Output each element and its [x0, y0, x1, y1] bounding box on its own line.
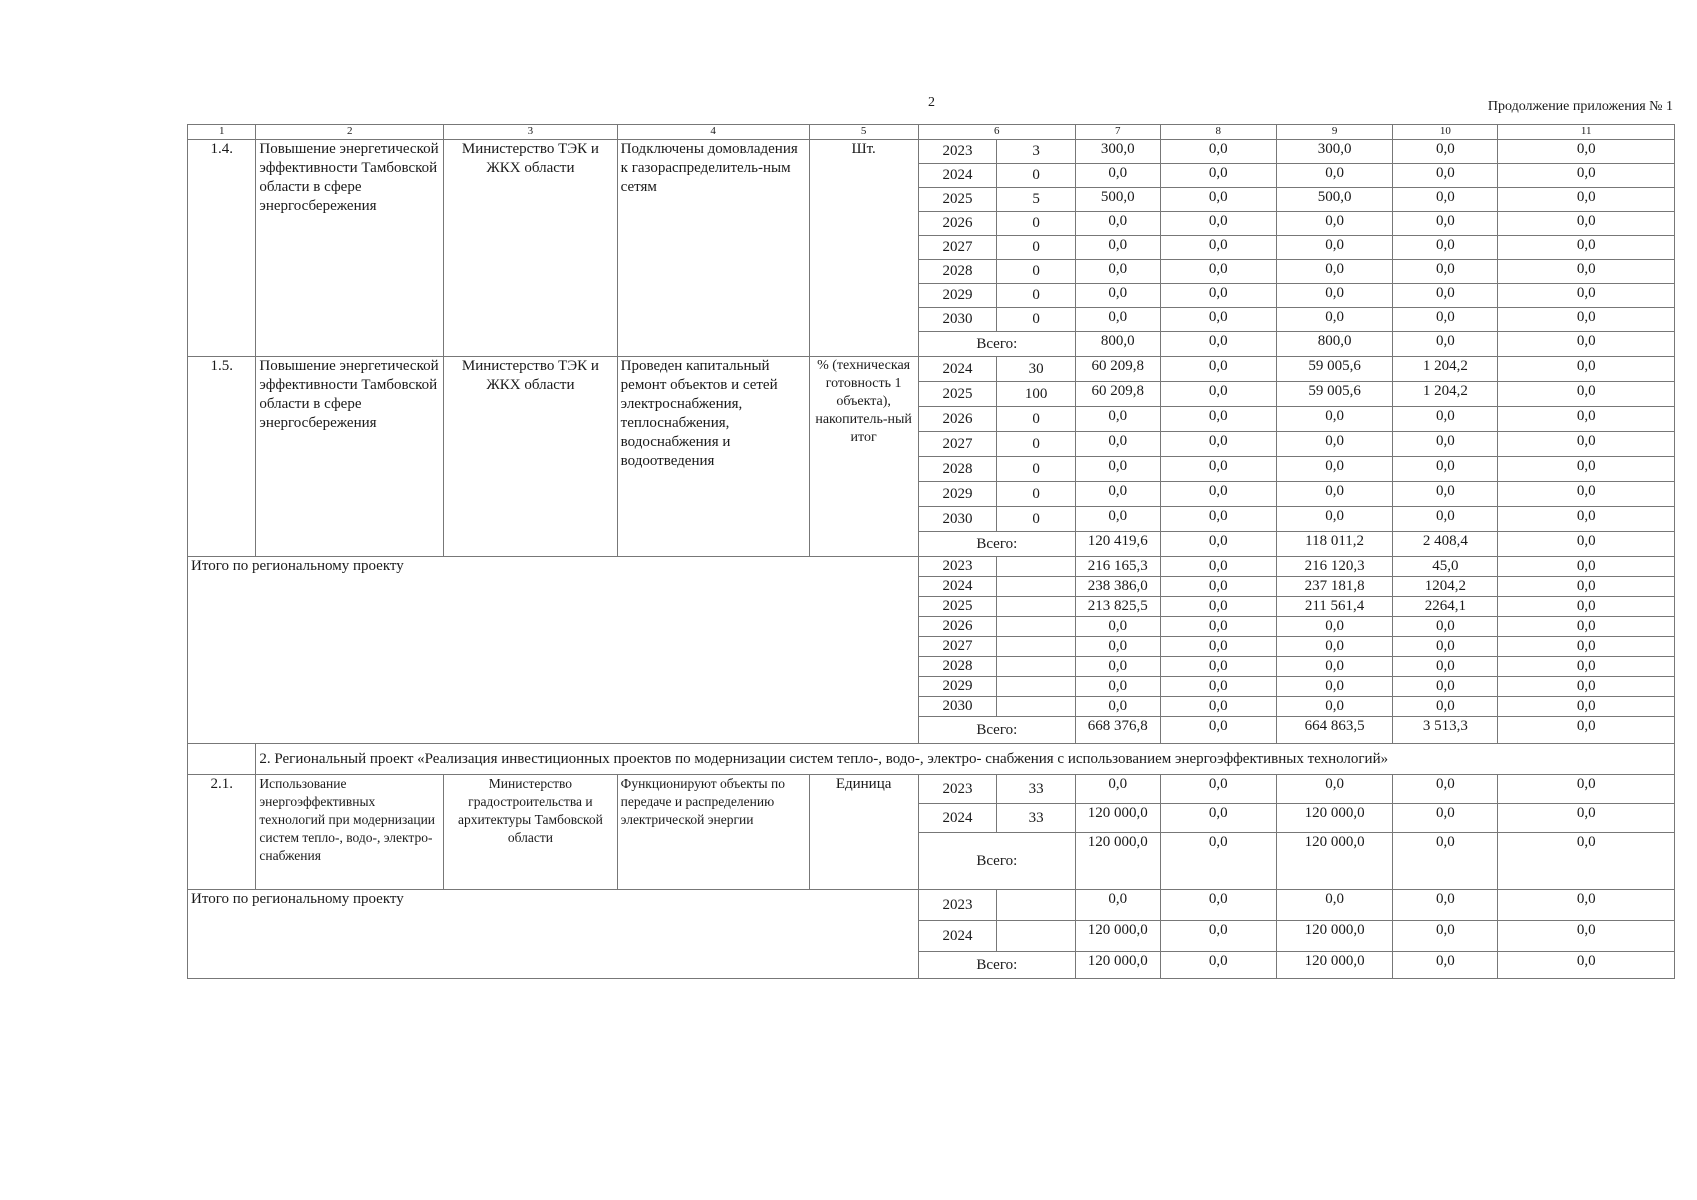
local-budget-cell: 0,0	[1393, 308, 1498, 332]
extra-budget-cell: 0,0	[1498, 657, 1675, 677]
extra-budget-cell: 0,0	[1498, 164, 1675, 188]
indicator-value-cell: 33	[997, 775, 1076, 804]
regional-budget-cell: 211 561,4	[1276, 597, 1392, 617]
local-budget-cell: 0,0	[1393, 432, 1498, 457]
federal-budget-cell: 0,0	[1160, 432, 1276, 457]
table-row	[188, 140, 1675, 164]
amount-total-cell: 0,0	[1075, 407, 1160, 432]
regional-budget-cell: 118 011,2	[1276, 532, 1392, 557]
federal-budget-cell: 0,0	[1160, 921, 1276, 952]
local-budget-cell: 0,0	[1393, 507, 1498, 532]
federal-budget-cell: 0,0	[1160, 677, 1276, 697]
year-cell: 2027	[918, 637, 997, 657]
indicator-value-cell: 0	[997, 308, 1076, 332]
amount-total-cell: 120 000,0	[1075, 804, 1160, 833]
extra-budget-cell: 0,0	[1498, 921, 1675, 952]
indicator-value-cell: 0	[997, 432, 1076, 457]
indicator-value-cell: 0	[997, 164, 1076, 188]
extra-budget-cell: 0,0	[1498, 637, 1675, 657]
indicator-value-cell: 0	[997, 507, 1076, 532]
federal-budget-cell: 0,0	[1160, 775, 1276, 804]
local-budget-cell: 2 408,4	[1393, 532, 1498, 557]
extra-budget-cell: 0,0	[1498, 557, 1675, 577]
amount-total-cell: 0,0	[1075, 236, 1160, 260]
financing-table	[187, 124, 1675, 979]
regional-budget-cell: 120 000,0	[1276, 804, 1392, 833]
regional-budget-cell: 0,0	[1276, 657, 1392, 677]
federal-budget-cell: 0,0	[1160, 140, 1276, 164]
regional-budget-cell: 0,0	[1276, 507, 1392, 532]
indicator-value-cell: 0	[997, 407, 1076, 432]
extra-budget-cell: 0,0	[1498, 577, 1675, 597]
indicator-value-cell	[997, 697, 1076, 717]
year-cell: 2025	[918, 188, 997, 212]
table-row	[188, 557, 1675, 577]
amount-total-cell: 120 000,0	[1075, 921, 1160, 952]
regional-budget-cell: 0,0	[1276, 308, 1392, 332]
measure-name-cell: Повышение энергетической эффективности Тамбовской области в сфере энергосбережения	[256, 140, 444, 357]
regional-budget-cell: 59 005,6	[1276, 357, 1392, 382]
year-cell: 2023	[918, 890, 997, 921]
indicator-value-cell	[997, 577, 1076, 597]
year-cell: 2028	[918, 260, 997, 284]
regional-budget-cell: 0,0	[1276, 212, 1392, 236]
federal-budget-cell: 0,0	[1160, 236, 1276, 260]
local-budget-cell: 0,0	[1393, 212, 1498, 236]
local-budget-cell: 0,0	[1393, 833, 1498, 890]
result-cell: Проведен капитальный ремонт объектов и сетей электроснабжения, теплоснабжения, водоснабжения и водоотведения	[617, 357, 809, 557]
indicator-value-cell: 5	[997, 188, 1076, 212]
federal-budget-cell: 0,0	[1160, 407, 1276, 432]
extra-budget-cell: 0,0	[1498, 597, 1675, 617]
local-budget-cell: 0,0	[1393, 890, 1498, 921]
federal-budget-cell: 0,0	[1160, 457, 1276, 482]
amount-total-cell: 0,0	[1075, 482, 1160, 507]
amount-total-cell: 0,0	[1075, 212, 1160, 236]
regional-budget-cell: 0,0	[1276, 697, 1392, 717]
local-budget-cell: 0,0	[1393, 284, 1498, 308]
year-cell: 2024	[918, 921, 997, 952]
federal-budget-cell: 0,0	[1160, 597, 1276, 617]
regional-budget-cell: 500,0	[1276, 188, 1392, 212]
page-number: 2	[928, 95, 935, 110]
unit-cell: Шт.	[809, 140, 918, 357]
local-budget-cell: 0,0	[1393, 677, 1498, 697]
total-label-cell: Всего:	[918, 332, 1075, 357]
year-cell: 2024	[918, 577, 997, 597]
regional-budget-cell: 0,0	[1276, 407, 1392, 432]
column-number: 4	[617, 125, 809, 140]
amount-total-cell: 213 825,5	[1075, 597, 1160, 617]
federal-budget-cell: 0,0	[1160, 382, 1276, 407]
local-budget-cell: 0,0	[1393, 952, 1498, 979]
column-number: 1	[188, 125, 256, 140]
indicator-value-cell	[997, 617, 1076, 637]
federal-budget-cell: 0,0	[1160, 804, 1276, 833]
federal-budget-cell: 0,0	[1160, 308, 1276, 332]
indicator-value-cell: 0	[997, 284, 1076, 308]
year-cell: 2023	[918, 775, 997, 804]
indicator-value-cell: 30	[997, 357, 1076, 382]
table-body	[188, 125, 1675, 979]
local-budget-cell: 0,0	[1393, 236, 1498, 260]
year-cell: 2029	[918, 482, 997, 507]
extra-budget-cell: 0,0	[1498, 833, 1675, 890]
local-budget-cell: 2264,1	[1393, 597, 1498, 617]
extra-budget-cell: 0,0	[1498, 717, 1675, 744]
table-row	[188, 890, 1675, 921]
total-label-cell: Всего:	[918, 833, 1075, 890]
regional-budget-cell: 664 863,5	[1276, 717, 1392, 744]
amount-total-cell: 0,0	[1075, 637, 1160, 657]
total-label-cell: Всего:	[918, 952, 1075, 979]
extra-budget-cell: 0,0	[1498, 382, 1675, 407]
extra-budget-cell: 0,0	[1498, 308, 1675, 332]
local-budget-cell: 0,0	[1393, 617, 1498, 637]
extra-budget-cell: 0,0	[1498, 482, 1675, 507]
local-budget-cell: 0,0	[1393, 637, 1498, 657]
year-cell: 2023	[918, 557, 997, 577]
unit-cell: % (техническая готовность 1 объекта), накопитель-ный итог	[809, 357, 918, 557]
year-cell: 2023	[918, 140, 997, 164]
regional-budget-cell: 800,0	[1276, 332, 1392, 357]
column-number-row	[188, 125, 1675, 140]
amount-total-cell: 0,0	[1075, 432, 1160, 457]
regional-budget-cell: 0,0	[1276, 260, 1392, 284]
year-cell: 2026	[918, 617, 997, 637]
local-budget-cell: 3 513,3	[1393, 717, 1498, 744]
amount-total-cell: 120 000,0	[1075, 952, 1160, 979]
year-cell: 2026	[918, 407, 997, 432]
amount-total-cell: 0,0	[1075, 697, 1160, 717]
local-budget-cell: 0,0	[1393, 482, 1498, 507]
indicator-value-cell: 100	[997, 382, 1076, 407]
amount-total-cell: 0,0	[1075, 260, 1160, 284]
extra-budget-cell: 0,0	[1498, 188, 1675, 212]
regional-budget-cell: 0,0	[1276, 775, 1392, 804]
extra-budget-cell: 0,0	[1498, 697, 1675, 717]
extra-budget-cell: 0,0	[1498, 357, 1675, 382]
extra-budget-cell: 0,0	[1498, 212, 1675, 236]
extra-budget-cell: 0,0	[1498, 804, 1675, 833]
amount-total-cell: 0,0	[1075, 617, 1160, 637]
column-number: 9	[1276, 125, 1392, 140]
column-number: 5	[809, 125, 918, 140]
amount-total-cell: 0,0	[1075, 457, 1160, 482]
regional-budget-cell: 0,0	[1276, 164, 1392, 188]
indicator-value-cell	[997, 637, 1076, 657]
regional-budget-cell: 0,0	[1276, 617, 1392, 637]
year-cell: 2024	[918, 804, 997, 833]
indicator-value-cell	[997, 890, 1076, 921]
section-title-spacer	[188, 744, 256, 775]
year-cell: 2027	[918, 236, 997, 260]
extra-budget-cell: 0,0	[1498, 407, 1675, 432]
year-cell: 2027	[918, 432, 997, 457]
extra-budget-cell: 0,0	[1498, 507, 1675, 532]
local-budget-cell: 0,0	[1393, 775, 1498, 804]
item-number-cell: 1.5.	[188, 357, 256, 557]
federal-budget-cell: 0,0	[1160, 833, 1276, 890]
indicator-value-cell	[997, 657, 1076, 677]
extra-budget-cell: 0,0	[1498, 677, 1675, 697]
local-budget-cell: 0,0	[1393, 697, 1498, 717]
table-row	[188, 775, 1675, 804]
amount-total-cell: 0,0	[1075, 164, 1160, 188]
amount-total-cell: 300,0	[1075, 140, 1160, 164]
year-cell: 2030	[918, 308, 997, 332]
column-number: 3	[444, 125, 618, 140]
local-budget-cell: 0,0	[1393, 260, 1498, 284]
column-number: 11	[1498, 125, 1675, 140]
federal-budget-cell: 0,0	[1160, 357, 1276, 382]
local-budget-cell: 0,0	[1393, 407, 1498, 432]
local-budget-cell: 0,0	[1393, 921, 1498, 952]
extra-budget-cell: 0,0	[1498, 284, 1675, 308]
regional-budget-cell: 0,0	[1276, 457, 1392, 482]
regional-budget-cell: 120 000,0	[1276, 952, 1392, 979]
regional-budget-cell: 0,0	[1276, 236, 1392, 260]
federal-budget-cell: 0,0	[1160, 577, 1276, 597]
federal-budget-cell: 0,0	[1160, 657, 1276, 677]
indicator-value-cell: 0	[997, 212, 1076, 236]
federal-budget-cell: 0,0	[1160, 890, 1276, 921]
regional-budget-cell: 59 005,6	[1276, 382, 1392, 407]
extra-budget-cell: 0,0	[1498, 617, 1675, 637]
local-budget-cell: 0,0	[1393, 164, 1498, 188]
executor-cell: Министерство ТЭК и ЖКХ области	[444, 140, 618, 357]
indicator-value-cell: 0	[997, 236, 1076, 260]
year-cell: 2030	[918, 507, 997, 532]
result-cell: Функционируют объекты по передаче и распределению электрической энергии	[617, 775, 809, 890]
unit-cell: Единица	[809, 775, 918, 890]
total-label-cell: Всего:	[918, 532, 1075, 557]
federal-budget-cell: 0,0	[1160, 212, 1276, 236]
federal-budget-cell: 0,0	[1160, 482, 1276, 507]
local-budget-cell: 0,0	[1393, 140, 1498, 164]
amount-total-cell: 0,0	[1075, 775, 1160, 804]
executor-cell: Министерство градостроительства и архитектуры Тамбовской области	[444, 775, 618, 890]
column-number: 8	[1160, 125, 1276, 140]
federal-budget-cell: 0,0	[1160, 717, 1276, 744]
result-cell: Подключены домовладения к газораспределитель-ным сетям	[617, 140, 809, 357]
year-cell: 2029	[918, 677, 997, 697]
indicator-value-cell	[997, 677, 1076, 697]
extra-budget-cell: 0,0	[1498, 432, 1675, 457]
federal-budget-cell: 0,0	[1160, 260, 1276, 284]
extra-budget-cell: 0,0	[1498, 532, 1675, 557]
indicator-value-cell	[997, 921, 1076, 952]
regional-budget-cell: 120 000,0	[1276, 833, 1392, 890]
amount-total-cell: 0,0	[1075, 677, 1160, 697]
amount-total-cell: 0,0	[1075, 890, 1160, 921]
section-title: 2. Региональный проект «Реализация инвестиционных проектов по модернизации систем тепло-, водо-, электро- снабжения с использованием энергоэффективных технологий»	[256, 744, 1675, 775]
amount-total-cell: 0,0	[1075, 284, 1160, 308]
federal-budget-cell: 0,0	[1160, 284, 1276, 308]
amount-total-cell: 120 419,6	[1075, 532, 1160, 557]
continuation-label: Продолжение приложения № 1	[1487, 99, 1673, 114]
federal-budget-cell: 0,0	[1160, 697, 1276, 717]
local-budget-cell: 1 204,2	[1393, 382, 1498, 407]
local-budget-cell: 0,0	[1393, 332, 1498, 357]
year-cell: 2028	[918, 657, 997, 677]
federal-budget-cell: 0,0	[1160, 532, 1276, 557]
federal-budget-cell: 0,0	[1160, 637, 1276, 657]
regional-budget-cell: 0,0	[1276, 890, 1392, 921]
amount-total-cell: 800,0	[1075, 332, 1160, 357]
federal-budget-cell: 0,0	[1160, 507, 1276, 532]
local-budget-cell: 0,0	[1393, 188, 1498, 212]
indicator-value-cell: 0	[997, 482, 1076, 507]
executor-cell: Министерство ТЭК и ЖКХ области	[444, 357, 618, 557]
indicator-value-cell: 0	[997, 260, 1076, 284]
local-budget-cell: 0,0	[1393, 657, 1498, 677]
amount-total-cell: 500,0	[1075, 188, 1160, 212]
year-cell: 2029	[918, 284, 997, 308]
regional-budget-cell: 0,0	[1276, 482, 1392, 507]
year-cell: 2030	[918, 697, 997, 717]
amount-total-cell: 216 165,3	[1075, 557, 1160, 577]
column-number: 2	[256, 125, 444, 140]
extra-budget-cell: 0,0	[1498, 332, 1675, 357]
federal-budget-cell: 0,0	[1160, 332, 1276, 357]
regional-budget-cell: 300,0	[1276, 140, 1392, 164]
amount-total-cell: 60 209,8	[1075, 357, 1160, 382]
extra-budget-cell: 0,0	[1498, 775, 1675, 804]
extra-budget-cell: 0,0	[1498, 457, 1675, 482]
amount-total-cell: 0,0	[1075, 657, 1160, 677]
table-row	[188, 357, 1675, 382]
regional-budget-cell: 0,0	[1276, 284, 1392, 308]
extra-budget-cell: 0,0	[1498, 890, 1675, 921]
extra-budget-cell: 0,0	[1498, 260, 1675, 284]
extra-budget-cell: 0,0	[1498, 140, 1675, 164]
project-total-label-cell: Итого по региональному проекту	[188, 557, 919, 744]
year-cell: 2028	[918, 457, 997, 482]
section-title-row	[188, 744, 1675, 775]
measure-name-cell: Повышение энергетической эффективности Тамбовской области в сфере энергосбережения	[256, 357, 444, 557]
indicator-value-cell: 3	[997, 140, 1076, 164]
local-budget-cell: 0,0	[1393, 457, 1498, 482]
indicator-value-cell	[997, 557, 1076, 577]
federal-budget-cell: 0,0	[1160, 557, 1276, 577]
federal-budget-cell: 0,0	[1160, 188, 1276, 212]
total-label-cell: Всего:	[918, 717, 1075, 744]
local-budget-cell: 45,0	[1393, 557, 1498, 577]
amount-total-cell: 0,0	[1075, 507, 1160, 532]
item-number-cell: 1.4.	[188, 140, 256, 357]
amount-total-cell: 668 376,8	[1075, 717, 1160, 744]
amount-total-cell: 60 209,8	[1075, 382, 1160, 407]
extra-budget-cell: 0,0	[1498, 952, 1675, 979]
column-number: 7	[1075, 125, 1160, 140]
indicator-value-cell: 0	[997, 457, 1076, 482]
measure-name-cell: Использование энергоэффективных технологий при модернизации систем тепло-, водо-, электро-снабжения	[256, 775, 444, 890]
amount-total-cell: 120 000,0	[1075, 833, 1160, 890]
regional-budget-cell: 0,0	[1276, 677, 1392, 697]
indicator-value-cell: 33	[997, 804, 1076, 833]
year-cell: 2025	[918, 382, 997, 407]
regional-budget-cell: 0,0	[1276, 432, 1392, 457]
column-number: 6	[918, 125, 1075, 140]
amount-total-cell: 238 386,0	[1075, 577, 1160, 597]
local-budget-cell: 1204,2	[1393, 577, 1498, 597]
year-cell: 2024	[918, 164, 997, 188]
indicator-value-cell	[997, 597, 1076, 617]
federal-budget-cell: 0,0	[1160, 952, 1276, 979]
amount-total-cell: 0,0	[1075, 308, 1160, 332]
local-budget-cell: 1 204,2	[1393, 357, 1498, 382]
item-number-cell: 2.1.	[188, 775, 256, 890]
column-number: 10	[1393, 125, 1498, 140]
regional-budget-cell: 0,0	[1276, 637, 1392, 657]
year-cell: 2025	[918, 597, 997, 617]
extra-budget-cell: 0,0	[1498, 236, 1675, 260]
regional-budget-cell: 237 181,8	[1276, 577, 1392, 597]
regional-budget-cell: 120 000,0	[1276, 921, 1392, 952]
federal-budget-cell: 0,0	[1160, 164, 1276, 188]
local-budget-cell: 0,0	[1393, 804, 1498, 833]
year-cell: 2024	[918, 357, 997, 382]
project-total-label-cell: Итого по региональному проекту	[188, 890, 919, 979]
year-cell: 2026	[918, 212, 997, 236]
regional-budget-cell: 216 120,3	[1276, 557, 1392, 577]
federal-budget-cell: 0,0	[1160, 617, 1276, 637]
